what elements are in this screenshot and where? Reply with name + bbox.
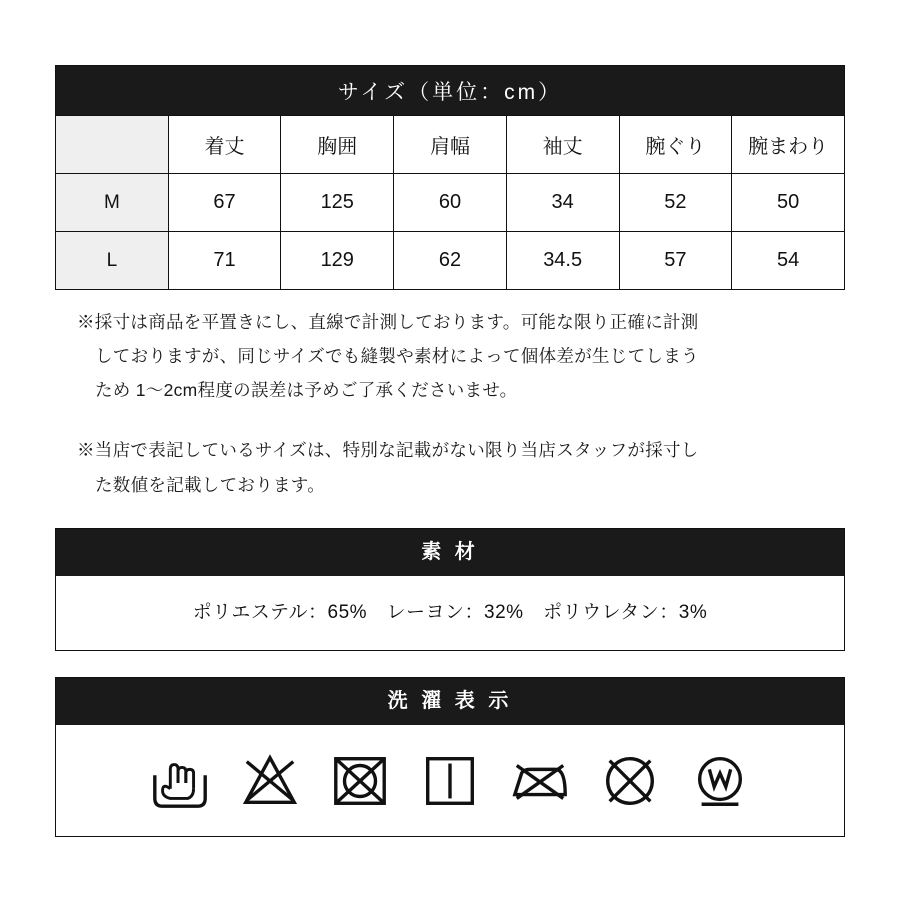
note-block-measurement (77, 305, 829, 407)
note-line: しておりますが、同じサイズでも縫製や素材によって個体差が生じてしまう (95, 346, 699, 367)
size-table-header-row (56, 116, 845, 174)
column-header-kitake: 着丈 (168, 116, 281, 174)
no-tumble-dry-icon (329, 750, 391, 812)
care-section (55, 677, 845, 837)
material-section-header: 素 材 (56, 529, 844, 576)
cell-m-udemawari: 50 (732, 174, 845, 232)
cell-m-kitake: 67 (168, 174, 281, 232)
column-header-sodetake: 袖丈 (506, 116, 619, 174)
note-block-staff (77, 433, 829, 501)
cell-l-udeguri: 57 (619, 232, 732, 290)
drip-dry-in-shade-icon (419, 750, 481, 812)
row-header-l: L (56, 232, 169, 290)
note-line: ため 1〜2cm程度の誤差は予めご了承くださいませ。 (95, 380, 518, 401)
no-iron-icon (509, 750, 571, 812)
size-table (55, 65, 845, 290)
note-line: ※当店で表記しているサイズは、特別な記載がない限り当店スタッフが採寸し (77, 440, 699, 461)
size-table-corner-cell (56, 116, 169, 174)
cell-m-sodetake: 34 (506, 174, 619, 232)
note-line: ※採寸は商品を平置きにし、直線で計測しております。可能な限り正確に計測 (77, 312, 699, 332)
cell-m-katahaba: 60 (394, 174, 507, 232)
size-table-title: サイズ（単位：cm） (56, 66, 845, 116)
material-section (55, 528, 845, 651)
spec-sheet (55, 0, 845, 900)
care-icon-row (56, 725, 844, 836)
cell-m-kyoui: 125 (281, 174, 394, 232)
wet-clean-icon (689, 750, 751, 812)
material-composition: ポリエステル：65% レーヨン：32% ポリウレタン：3% (56, 576, 844, 650)
hand-wash-icon (149, 750, 211, 812)
table-row (56, 232, 845, 290)
cell-l-kyoui: 129 (281, 232, 394, 290)
measurement-notes (77, 305, 829, 528)
column-header-udeguri: 腕ぐり (619, 116, 732, 174)
column-header-udemawari: 腕まわり (732, 116, 845, 174)
no-dry-clean-icon (599, 750, 661, 812)
cell-l-udemawari: 54 (732, 232, 845, 290)
table-row (56, 174, 845, 232)
care-section-header: 洗 濯 表 示 (56, 678, 844, 725)
column-header-katahaba: 肩幅 (394, 116, 507, 174)
column-header-kyoui: 胸囲 (281, 116, 394, 174)
cell-l-sodetake: 34.5 (506, 232, 619, 290)
cell-l-katahaba: 62 (394, 232, 507, 290)
note-line: た数値を記載しております。 (95, 474, 325, 495)
cell-m-udeguri: 52 (619, 174, 732, 232)
cell-l-kitake: 71 (168, 232, 281, 290)
size-table-title-row (56, 66, 845, 116)
row-header-m: M (56, 174, 169, 232)
no-bleach-icon (239, 750, 301, 812)
